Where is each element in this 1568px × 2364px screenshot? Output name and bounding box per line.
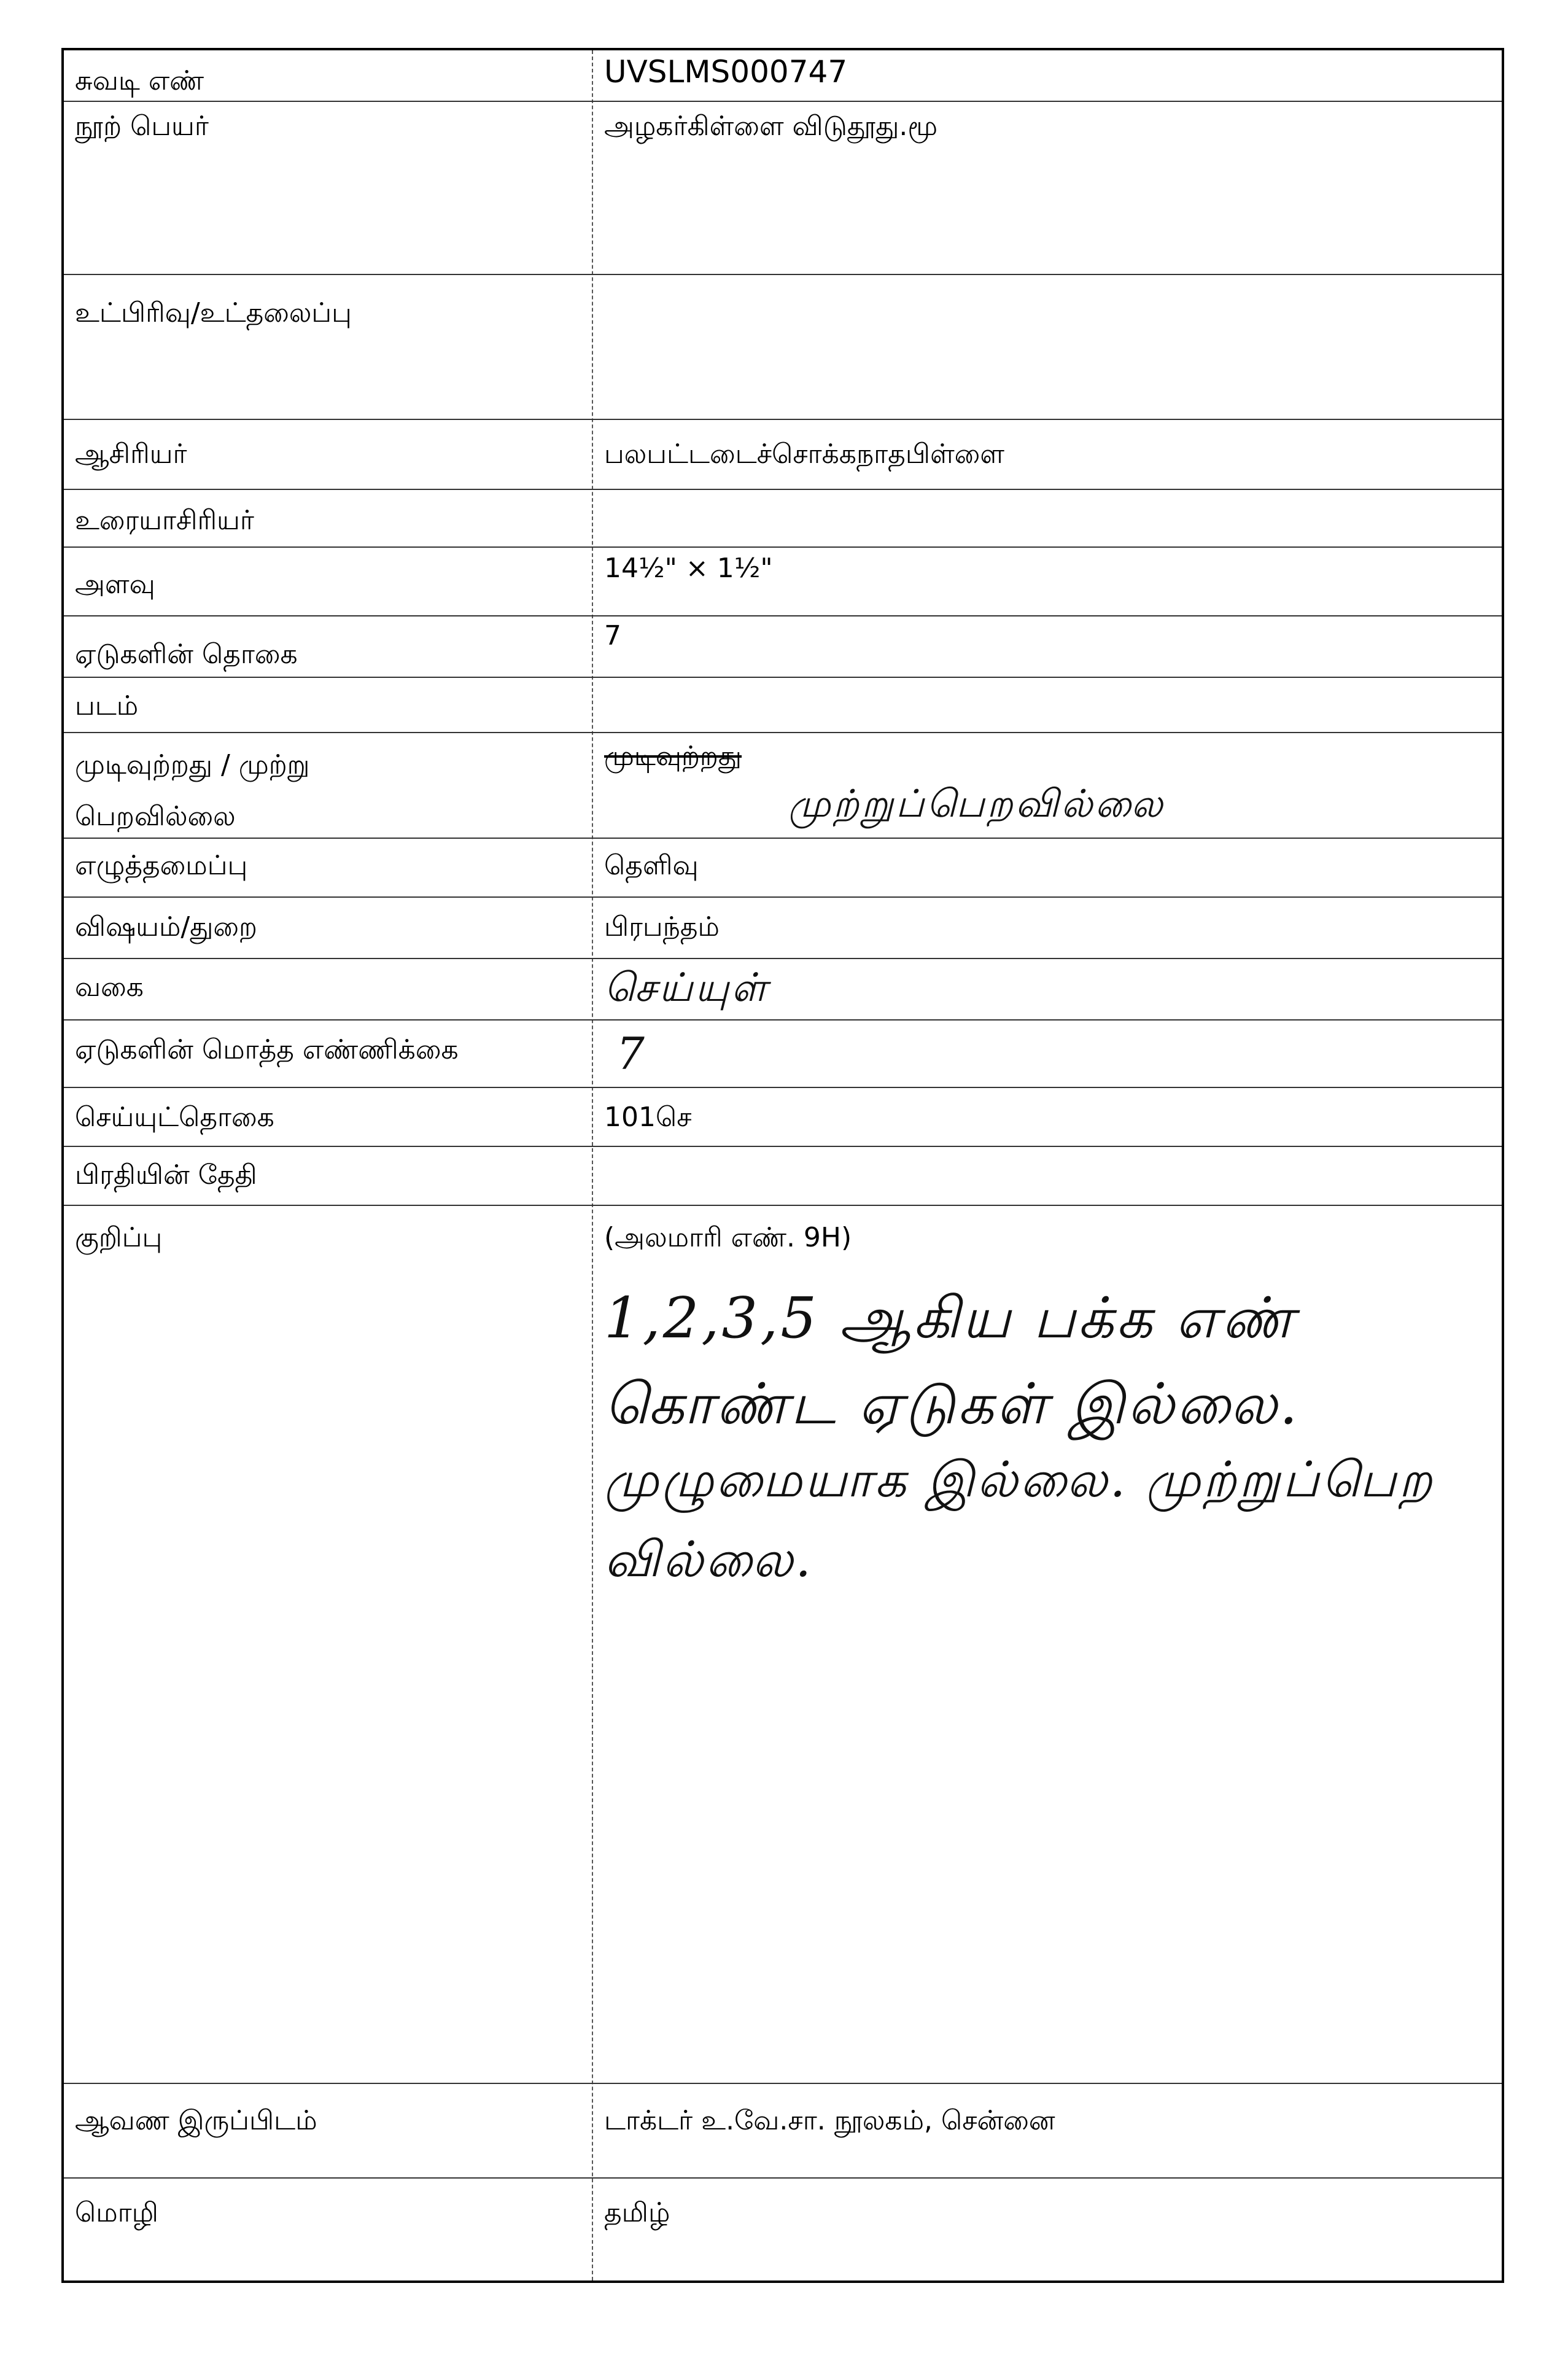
value-verse-count: 101செ — [604, 1102, 692, 1133]
label-notes: குறிப்பு — [75, 1222, 163, 1253]
label-language: மொழி — [75, 2197, 158, 2228]
label-document-location: ஆவண இருப்பிடம் — [75, 2105, 317, 2136]
label-manuscript-number: சுவடி எண் — [75, 65, 204, 96]
label-book-title: நூற் பெயர் — [75, 111, 209, 142]
row-type — [64, 958, 1502, 1021]
value-document-location: டாக்டர் உ.வே.சா. நூலகம், சென்னை — [604, 2105, 1055, 2136]
row-manuscript-number — [64, 50, 1502, 102]
row-picture — [64, 677, 1502, 733]
row-script — [64, 838, 1502, 898]
handwritten-note-line-4: வில்லை. — [604, 1531, 813, 1588]
value-manuscript-number: UVSLMS000747 — [604, 54, 848, 90]
value-script: தெளிவு — [604, 850, 699, 881]
row-copy-date — [64, 1146, 1502, 1206]
handwritten-type: செய்யுள் — [604, 965, 769, 1011]
value-notes: (அலமாரி எண். 9H) — [604, 1222, 852, 1253]
row-total-leaves — [64, 1019, 1502, 1088]
catalog-card — [61, 48, 1504, 2283]
row-notes — [64, 1205, 1502, 2084]
row-completion — [64, 732, 1502, 839]
label-script: எழுத்தமைப்பு — [75, 850, 248, 881]
value-size: 14½" × 1½" — [604, 553, 773, 584]
row-book-title — [64, 101, 1502, 275]
value-author: பலபட்டடைச்சொக்கநாதபிள்ளை — [604, 438, 1005, 470]
row-commentator — [64, 489, 1502, 548]
label-subtitle: உட்பிரிவு/உட்தலைப்பு — [75, 297, 352, 329]
row-size — [64, 546, 1502, 616]
label-size: அளவு — [75, 569, 155, 600]
value-subject: பிரபந்தம் — [604, 911, 720, 943]
handwritten-note-line-3: முழுமையாக இல்லை. முற்றுப்பெற — [604, 1451, 1435, 1508]
row-document-location — [64, 2083, 1502, 2179]
label-leaf-count: ஏடுகளின் தொகை — [75, 639, 298, 670]
handwritten-note-line-1: 1,2,3,5 ஆகிய பக்க எண் — [604, 1285, 1297, 1351]
label-type: வகை — [75, 971, 144, 1003]
value-book-title: அழகர்கிள்ளை விடுதூது.மூ — [604, 111, 938, 142]
row-verse-count — [64, 1087, 1502, 1147]
handwritten-completion: முற்றுப்பெறவில்லை — [788, 781, 1165, 826]
label-author: ஆசிரியர் — [75, 438, 187, 470]
row-leaf-count — [64, 615, 1502, 678]
label-subject: விஷயம்/துறை — [75, 911, 257, 943]
label-total-leaves: ஏடுகளின் மொத்த எண்ணிக்கை — [75, 1034, 459, 1065]
row-subject — [64, 896, 1502, 959]
handwritten-total-leaves: 7 — [616, 1028, 647, 1079]
row-author — [64, 419, 1502, 490]
label-verse-count: செய்யுட்தொகை — [75, 1102, 274, 1133]
row-subtitle — [64, 274, 1502, 420]
value-leaf-count: 7 — [604, 620, 621, 651]
value-completion: முடிவுற்றது — [604, 741, 742, 772]
label-completion: முடிவுற்றது / முற்று பெறவில்லை — [75, 749, 310, 832]
value-language: தமிழ் — [604, 2197, 670, 2228]
label-picture: படம் — [75, 690, 139, 721]
label-commentator: உரையாசிரியர் — [75, 505, 254, 536]
label-copy-date: பிரதியின் தேதி — [75, 1159, 257, 1191]
handwritten-note-line-2: கொண்ட ஏடுகள் இல்லை. — [604, 1371, 1300, 1437]
row-language — [64, 2177, 1502, 2280]
